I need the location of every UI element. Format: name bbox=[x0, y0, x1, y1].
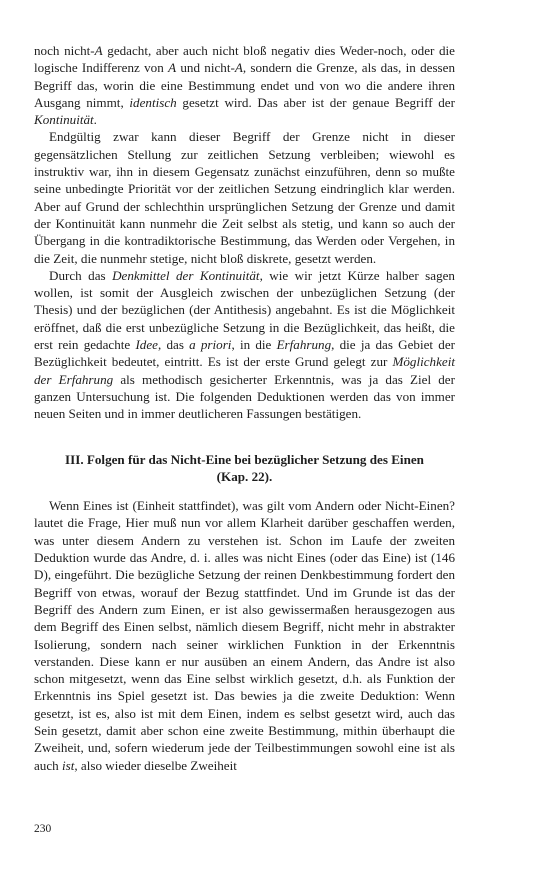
text-run: , in die bbox=[231, 337, 277, 353]
italic-text-run: A bbox=[168, 60, 177, 76]
text-run: , wie wir jetzt Kürze halber sagen wollen, ist somit der Ausgleich zwischen der unbezüglichen Setzung (der Thesis) und der bezüglichen (der Antithesis) angebahnt. Es ist die Möglichkeit eröffnet, daß die erst unbezügliche Setzung in die Bezüglichkeit, das heißt, die erst rein gedachte bbox=[34, 267, 455, 353]
paragraph bbox=[34, 128, 455, 266]
text-run: gesetzt wird. Das aber ist der genaue Begriff der bbox=[176, 94, 455, 110]
section-heading-line-2: (Kap. 22). bbox=[216, 468, 273, 484]
italic-text-run: Erfahrung bbox=[276, 337, 332, 353]
paragraph bbox=[34, 267, 455, 423]
text-run: , also wieder dieselbe Zweiheit bbox=[74, 757, 237, 773]
section-heading-line-1: III. Folgen für das Nicht-Eine bei bezüglicher Setzung des Einen bbox=[65, 451, 424, 467]
text-run: als methodisch gesicherter Erkenntnis, was ja das Ziel der ganzen Untersuchung ist. Die folgenden Deduktionen werden das von immer neuen Seiten und in immer deutlicheren Fassungen bestätigen. bbox=[34, 371, 455, 422]
text-run: , sondern die Grenze, als das, in dessen Begriff das, worin die eine Bestimmung endet und von wo die andere ihren Ausgang nimmt, bbox=[34, 60, 456, 110]
text-run: , das bbox=[157, 337, 190, 353]
text-run: noch nicht- bbox=[34, 43, 95, 58]
italic-text-run: Idee bbox=[135, 337, 158, 353]
text-block-after-heading bbox=[34, 497, 455, 774]
section-heading bbox=[34, 451, 455, 486]
paragraph bbox=[34, 42, 455, 128]
italic-text-run: identisch bbox=[129, 94, 177, 110]
text-run: . bbox=[93, 112, 97, 128]
italic-text-run: Kontinuität bbox=[34, 112, 94, 128]
text-run: und nicht- bbox=[176, 60, 235, 76]
italic-text-run: A bbox=[94, 43, 103, 58]
italic-text-run: Denkmittel der Kontinuität bbox=[112, 267, 260, 283]
italic-text-run: ist bbox=[62, 757, 75, 773]
text-run: Endgültig zwar kann dieser Begriff der Grenze nicht in dieser gegensätzlichen Stellung zur zeitlichen Setzung verbleiben; wiewohl es instruktiv war, ihn in diesem Gegensatz zunächst einzuführen, denn so mußte seine unbedingte Priorität vor der zeitlichen Setzung eindringlich klar werden. Aber auf Grund der schlechthin ursprünglichen Setzung der Grenze und damit der Kontinuität kann nunmehr die Zeit selbst als stetig, und kann so auch der Übergang in die kontradiktorische Bestimmung, das Werden oder Vergehen, in die Zeit, die nunmehr stetige, nicht bloß diskrete, gesetzt werden. bbox=[34, 129, 455, 266]
text-block-before-heading bbox=[34, 42, 455, 423]
book-page-text bbox=[34, 42, 455, 774]
paragraph bbox=[34, 497, 455, 774]
text-run: gedacht, aber auch nicht bloß negativ dies Weder-noch, oder die logische Indifferenz von bbox=[34, 43, 455, 76]
italic-text-run: a priori bbox=[189, 337, 232, 353]
italic-text-run: A bbox=[234, 60, 243, 76]
text-run: Wenn Eines ist (Einheit stattfindet), was gilt vom Andern oder Nicht-Einen? lautet die Frage, Hier muß nun vor allem Klarheit darüber geschaffen werden, was unter diesem Andern zu verstehen ist. Schon im Laufe der zweiten Deduktion wurde das Andre, d. i. alles was nicht Eines (oder das Eine) ist (146 D), eingeführt. Die bezügliche Setzung der reinen Denkbestimmung fordert den Begriff von etwas, worauf der Bezug stattfindet. Und im Grunde ist das der Begriff des Andern zum Einen, er ist also gewissermaßen herausgezogen aus dem Begriff des Einen selbst, nämlich diesem Begriff, nicht mehr in abstrakter Isolierung, sondern nach seiner wirklichen Funktion in der Erkenntnis verstanden. Diese kann er nur ausüben an einem Andern, das Andre ist also schon mitgesetzt, wenn das Eine selbst wirklich gesetzt, d.h. als Funktion der Erkenntnis ins Spiel gesetzt ist. Das bewies ja die zweite Deduktion: Wenn gesetzt, ist es, also ist mit dem Einen, indem es selbst gesetzt wird, auch das Sein gesetzt, damit aber schon eine zweite Bestimmung, mithin überhaupt die Zweiheit, und, sofern wiederum jede der Teilbestimmungen sowohl eine ist als auch bbox=[34, 498, 455, 773]
text-run: Durch das bbox=[49, 267, 113, 283]
italic-text-run: Möglichkeit der Erfahrung bbox=[34, 354, 455, 387]
text-run: , die ja das Gebiet der Bezüglichkeit bedeutet, eintritt. Es ist der erste Grund gelegt zur bbox=[34, 337, 455, 370]
page-number: 230 bbox=[34, 823, 52, 835]
